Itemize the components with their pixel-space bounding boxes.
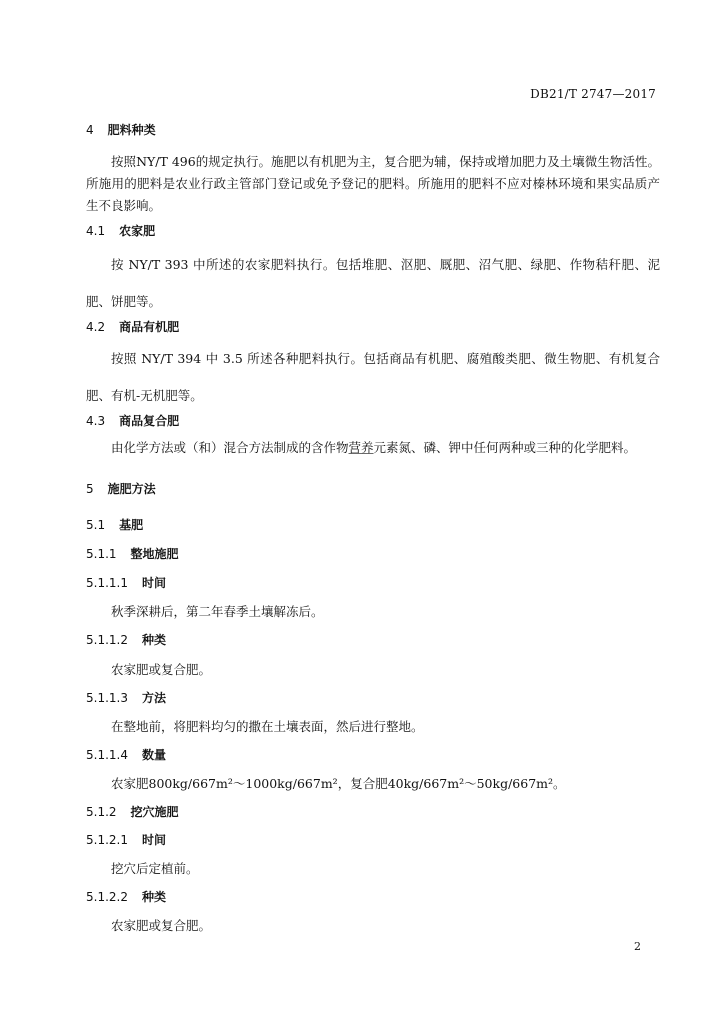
section-number: 5.1.2.1 bbox=[86, 833, 128, 847]
section-number: 5.1 bbox=[86, 518, 106, 532]
section-title: 农家肥 bbox=[119, 224, 156, 238]
section-5-1-1-4-paragraph: 农家肥800kg/667m²～1000kg/667m²，复合肥40kg/667m²～50kg/667m²。 bbox=[111, 776, 566, 791]
section-number: 4.1 bbox=[86, 224, 106, 238]
section-number: 5.1.1.1 bbox=[86, 576, 128, 590]
section-number: 5.1.1.2 bbox=[86, 633, 128, 647]
standard-code: DB21/T 2747—2017 bbox=[530, 87, 656, 101]
section-title: 时间 bbox=[141, 576, 166, 590]
section-title: 数量 bbox=[141, 748, 166, 762]
section-heading-4-2 bbox=[86, 318, 179, 335]
section-5-1-2-2-paragraph: 农家肥或复合肥。 bbox=[111, 918, 212, 933]
section-heading-4-1 bbox=[86, 222, 155, 239]
section-title: 商品有机肥 bbox=[119, 320, 180, 334]
section-number: 5.1.1 bbox=[86, 547, 117, 561]
section-heading-4-3 bbox=[86, 412, 179, 429]
section-number: 5 bbox=[86, 482, 94, 496]
section-title: 种类 bbox=[141, 633, 166, 647]
section-number: 5.1.1.4 bbox=[86, 748, 128, 762]
section-5-1-1-1-paragraph: 秋季深耕后，第二年春季土壤解冻后。 bbox=[111, 604, 324, 619]
section-heading-5-1-2 bbox=[86, 803, 179, 820]
section-title: 方法 bbox=[141, 691, 166, 705]
paragraph-text: 由化学方法或（和）混合方法制成的含作物 bbox=[111, 440, 349, 455]
section-5-1-1-2-paragraph: 农家肥或复合肥。 bbox=[111, 662, 212, 677]
section-title: 挖穴施肥 bbox=[130, 805, 179, 819]
section-4-2-paragraph: 按照 NY/T 394 中 3.5 所述各种肥料执行。包括商品有机肥、腐殖酸类肥、微生物肥、有机复合肥、有机-无机肥等。 bbox=[86, 351, 660, 403]
section-title: 种类 bbox=[141, 890, 166, 904]
underlined-term: 营养 bbox=[348, 440, 374, 455]
section-title: 肥料种类 bbox=[107, 123, 156, 137]
section-heading-5-1-2-2 bbox=[86, 888, 166, 905]
page-number: 2 bbox=[634, 940, 641, 953]
section-title: 施肥方法 bbox=[107, 482, 156, 496]
section-heading-5-1-1-1 bbox=[86, 574, 166, 591]
section-4-1-paragraph: 按 NY/T 393 中所述的农家肥料执行。包括堆肥、沤肥、厩肥、沼气肥、绿肥、作物秸秆肥、泥肥、饼肥等。 bbox=[86, 257, 660, 309]
section-title: 基肥 bbox=[119, 518, 144, 532]
section-4-paragraph: 按照NY/T 496的规定执行。施肥以有机肥为主，复合肥为辅，保持或增加肥力及土壤微生物活性。所施用的肥料是农业行政主管部门登记或免予登记的肥料。所施用的肥料不应对榛林环境和果实品质产生不良影响。 bbox=[86, 154, 660, 213]
section-number: 4.2 bbox=[86, 320, 106, 334]
section-heading-5-1-1-3 bbox=[86, 689, 166, 706]
paragraph-text: 元素氮、磷、钾中任何两种或三种的化学肥料。 bbox=[373, 440, 637, 455]
section-5-1-2-1-paragraph: 挖穴后定植前。 bbox=[111, 861, 199, 876]
section-title: 整地施肥 bbox=[130, 547, 179, 561]
section-number: 4.3 bbox=[86, 414, 106, 428]
section-number: 4 bbox=[86, 123, 94, 137]
section-4-3-paragraph bbox=[86, 437, 660, 459]
section-number: 5.1.2.2 bbox=[86, 890, 128, 904]
section-heading-5-1 bbox=[86, 516, 143, 533]
section-number: 5.1.2 bbox=[86, 805, 117, 819]
section-number: 5.1.1.3 bbox=[86, 691, 128, 705]
section-heading-5-1-1-2 bbox=[86, 631, 166, 648]
section-title: 时间 bbox=[141, 833, 166, 847]
section-heading-4 bbox=[86, 121, 156, 138]
section-heading-5-1-1 bbox=[86, 545, 179, 562]
section-title: 商品复合肥 bbox=[119, 414, 180, 428]
section-5-1-1-3-paragraph: 在整地前，将肥料均匀的撒在土壤表面，然后进行整地。 bbox=[111, 719, 424, 734]
section-heading-5-1-1-4 bbox=[86, 746, 166, 763]
section-heading-5 bbox=[86, 480, 156, 497]
section-heading-5-1-2-1 bbox=[86, 831, 166, 848]
